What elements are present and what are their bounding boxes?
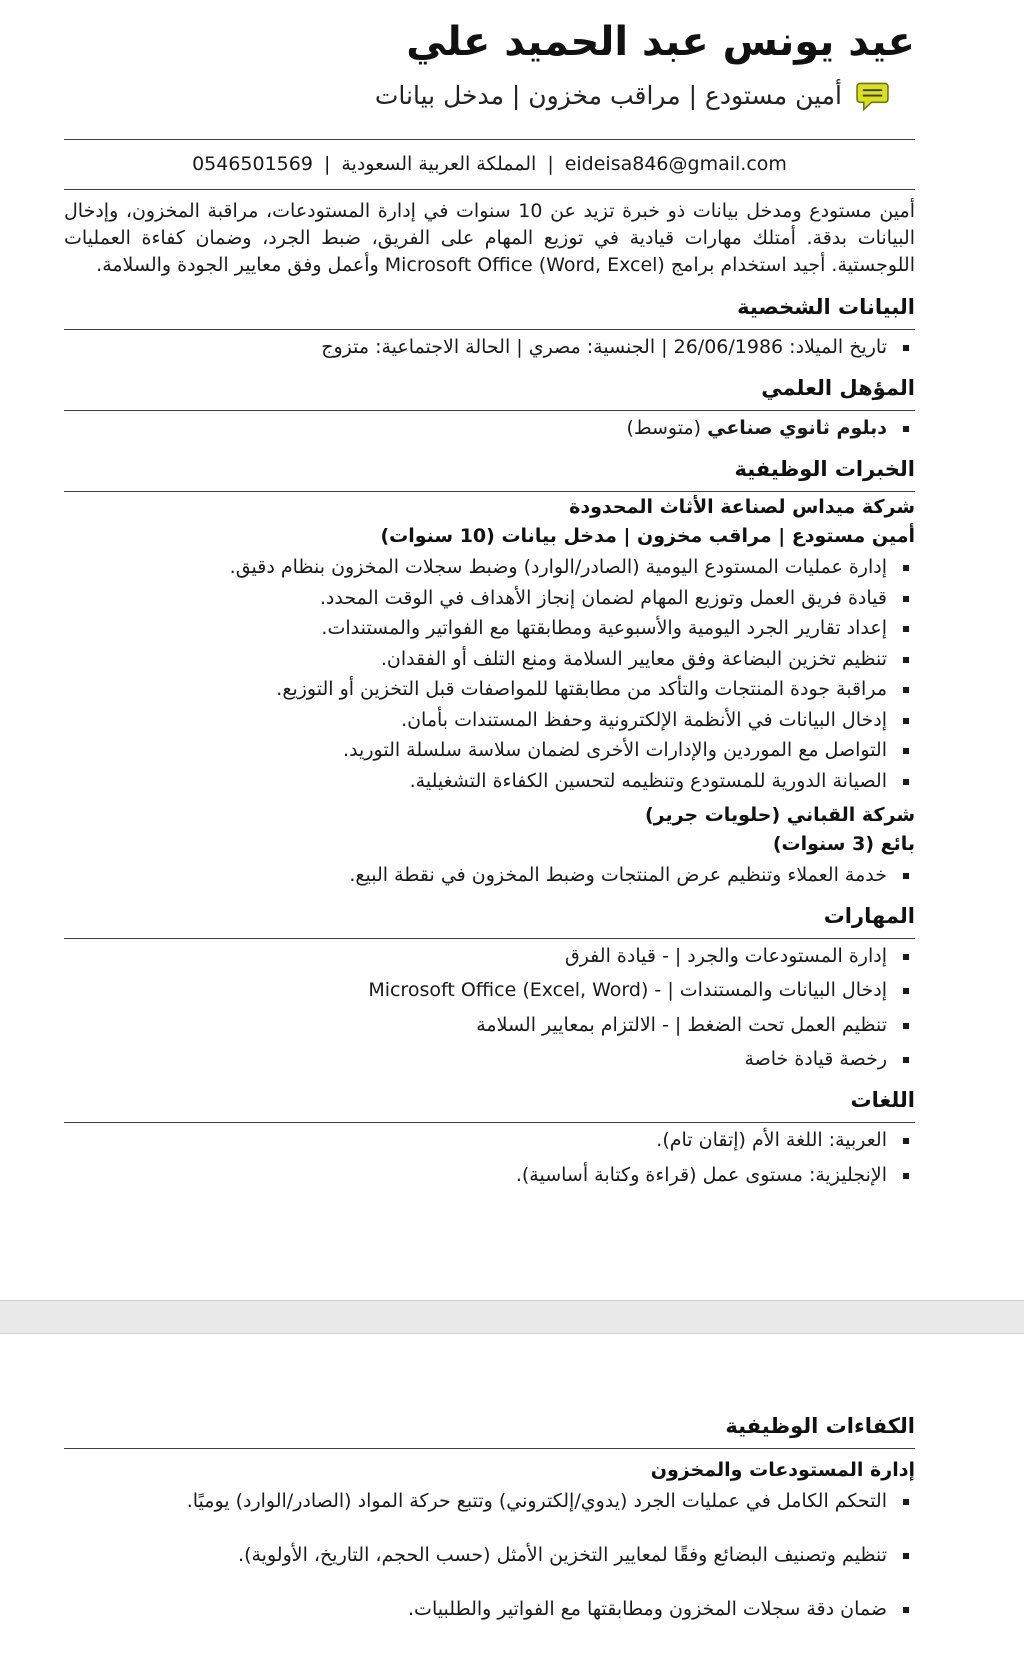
country-label: المملكة العربية السعودية [341,153,537,175]
bullet-item: ▪ تاريخ الميلاد: 26/06/1986 | الجنسية: مصري | الحالة الاجتماعية: متزوج [64,334,891,360]
education-list [64,415,915,441]
bullet-item: ▪ إعداد تقارير الجرد اليومية والأسبوعية ومطابقتها مع الفواتير والمستندات. [64,615,891,641]
separator: | [547,153,554,175]
email-address[interactable]: eideisa846@gmail.com [564,153,787,175]
contact-line [64,151,915,178]
bullet-item: ▪ تنظيم وتصنيف البضائع وفقًا لمعايير التخزين الأمثل (حسب الحجم، التاريخ، الأولوية). [64,1542,891,1568]
bullet-item: ▪ إدخال البيانات في الأنظمة الإلكترونية وحفظ المستندات بأمان. [64,707,891,733]
section-heading-languages: اللغات [850,1088,915,1112]
section-divider [64,329,915,330]
bullet-item: ▪ تنظيم تخزين البضاعة وفق معايير السلامة ومنع التلف أو الفقدان. [64,646,891,672]
degree-note: (متوسط) [626,417,702,439]
bullet-item: ▪ إدخال البيانات والمستندات | - Microsoft Office (Excel, Word) [64,977,891,1003]
page-break-gap [0,1300,1024,1334]
bullet-item: ▪ مراقبة جودة المنتجات والتأكد من مطابقتها للمواصفات قبل التخزين أو التوزيع. [64,676,891,702]
job-duties-list [64,554,915,794]
section-divider [64,938,915,939]
company-name: شركة القباني (حلويات جرير) [644,803,915,826]
skills-list [64,943,915,1073]
degree-name: دبلوم ثانوي صناعي [707,417,887,439]
bullet-item: ▪ الصيانة الدورية للمستودع وتنظيمه لتحسين الكفاءة التشغيلية. [64,768,891,794]
job-role: أمين مستودع | مراقب مخزون | مدخل بيانات (10 سنوات) [380,525,915,547]
section-heading-education: المؤهل العلمي [761,376,915,400]
bullet-item: ▪ التحكم الكامل في عمليات الجرد (يدوي/إلكتروني) وتتبع حركة المواد (الصادر/الوارد) يوميًا. [64,1488,891,1514]
job-duties-list [64,862,915,888]
section-heading-skills: المهارات [823,903,915,928]
separator: | [323,153,331,175]
languages-list [64,1127,915,1188]
company-name: شركة ميداس لصناعة الأثاث المحدودة [569,496,915,518]
bullet-item: ▪ التواصل مع الموردين والإدارات الأخرى لضمان سلاسة سلسلة التوريد. [64,737,891,763]
bullet-item: ▪ إدارة المستودعات والجرد | - قيادة الفرق [64,943,891,969]
resume-page-2 [0,1334,1024,1664]
job-entry [64,494,915,794]
job-title-row [64,80,915,113]
competency-subheading: إدارة المستودعات والمخزون [650,1459,915,1481]
comment-annotation-icon[interactable] [856,82,889,111]
education-item [64,415,891,441]
competencies-list [64,1488,915,1622]
bullet-item: ▪ العربية: اللغة الأم (إتقان تام). [64,1127,891,1153]
section-divider [64,491,915,492]
section-heading-experience: الخبرات الوظيفية [734,457,915,481]
header-divider [64,139,915,140]
bullet-item: ▪ قيادة فريق العمل وتوزيع المهام لضمان إنجاز الأهداف في الوقت المحدد. [64,585,891,611]
candidate-name: عيد يونس عبد الحميد علي [406,19,915,65]
bullet-item: ▪ إدارة عمليات المستودع اليومية (الصادر/الوارد) وضبط سجلات المخزون بنظام دقيق. [64,554,891,580]
bullet-item: ▪ تنظيم العمل تحت الضغط | - الالتزام بمعايير السلامة [64,1012,891,1038]
bullet-item: ▪ ضمان دقة سجلات المخزون ومطابقتها مع الفواتير والطلبيات. [64,1596,891,1622]
section-divider [64,1122,915,1123]
job-entry [64,802,915,888]
section-heading-personal: البيانات الشخصية [737,295,915,319]
contact-divider [64,189,915,190]
professional-summary: أمين مستودع ومدخل بيانات ذو خبرة تزيد عن 10 سنوات في إدارة المستودعات، مراقبة المخزون، وإدخال البيانات بدقة. أمتلك مهارات قيادية في توزيع المهام على الفريق، ضبط الجرد، وضمان كفاءة العمليات اللوجستية. أجيد استخدام برامج Microsoft Office (Word, Excel) وأعمل وفق معايير الجودة والسلامة. [64,200,915,276]
bullet-item: ▪ خدمة العملاء وتنظيم عرض المنتجات وضبط المخزون في نقطة البيع. [64,862,891,888]
bullet-item: ▪ الإنجليزية: مستوى عمل (قراءة وكتابة أساسية). [64,1162,891,1188]
bullet-item: ▪ رخصة قيادة خاصة [64,1046,891,1072]
job-role: بائع (3 سنوات) [772,832,915,855]
job-title: أمين مستودع | مراقب مخزون | مدخل بيانات [374,81,842,111]
section-divider [64,1448,915,1449]
phone-number: 0546501569 [192,153,313,175]
section-heading-competencies: الكفاءات الوظيفية [725,1414,915,1438]
personal-data-list [64,334,915,360]
section-divider [64,410,915,411]
